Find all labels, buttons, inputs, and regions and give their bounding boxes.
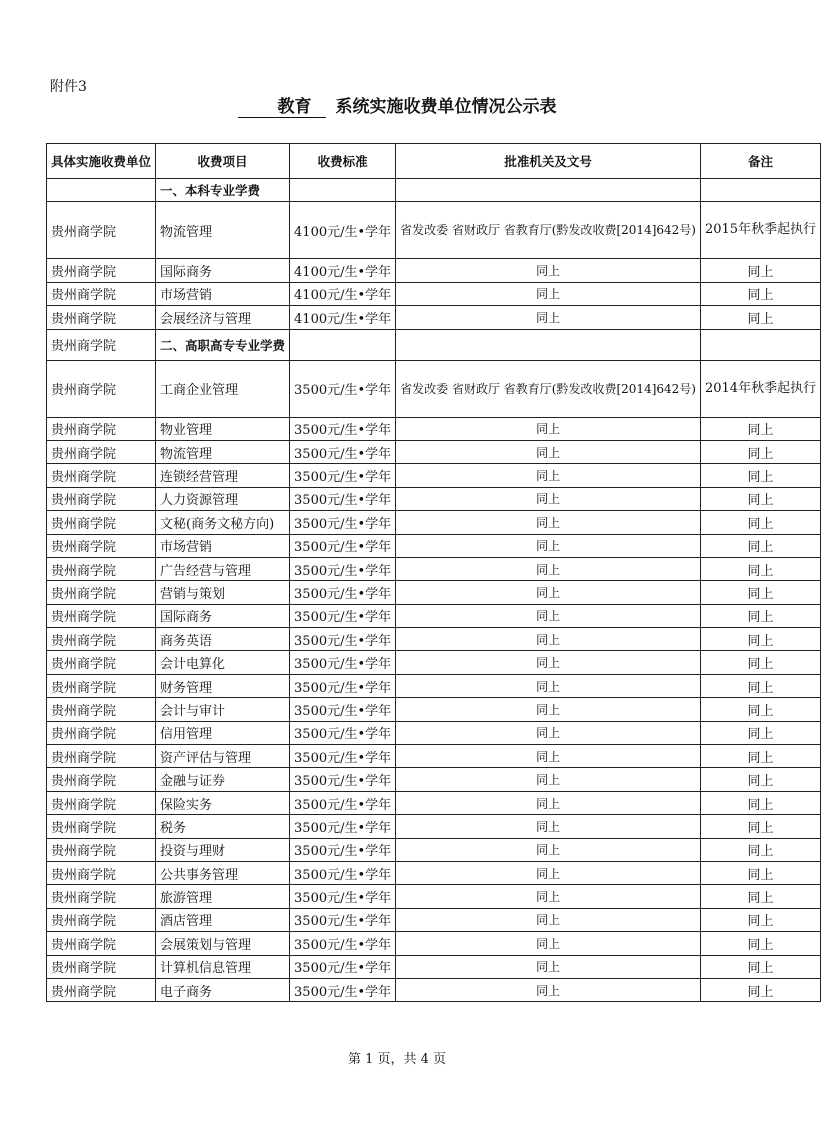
unit-cell: 贵州商学院 <box>47 259 156 282</box>
authority-cell: 同上 <box>396 534 701 557</box>
fee-cell: 4100元/生•学年 <box>290 202 396 259</box>
fee-cell: 3500元/生•学年 <box>290 604 396 627</box>
fee-cell: 3500元/生•学年 <box>290 885 396 908</box>
item-cell: 市场营销 <box>156 282 290 305</box>
remark-cell: 同上 <box>700 815 820 838</box>
remark-cell: 同上 <box>700 487 820 510</box>
authority-cell: 同上 <box>396 282 701 305</box>
unit-cell: 贵州商学院 <box>47 306 156 329</box>
section-authority <box>396 329 701 360</box>
table-row <box>47 791 821 814</box>
section-heading: 二、高职高专专业学费 <box>156 329 290 360</box>
fee-cell: 4100元/生•学年 <box>290 306 396 329</box>
remark-cell: 同上 <box>700 885 820 908</box>
unit-cell: 贵州商学院 <box>47 674 156 697</box>
authority-cell: 同上 <box>396 815 701 838</box>
item-cell: 会计电算化 <box>156 651 290 674</box>
table-row <box>47 628 821 651</box>
fee-cell: 3500元/生•学年 <box>290 955 396 978</box>
item-cell: 营销与策划 <box>156 581 290 604</box>
item-cell: 工商企业管理 <box>156 360 290 417</box>
section-remark <box>700 329 820 360</box>
table-row <box>47 360 821 417</box>
table-row <box>47 557 821 580</box>
authority-cell: 同上 <box>396 861 701 884</box>
fee-cell: 3500元/生•学年 <box>290 581 396 604</box>
fee-cell: 3500元/生•学年 <box>290 768 396 791</box>
item-cell: 文秘(商务文秘方向) <box>156 511 290 534</box>
fee-cell: 3500元/生•学年 <box>290 628 396 651</box>
item-cell: 物业管理 <box>156 417 290 440</box>
fee-cell: 3500元/生•学年 <box>290 908 396 931</box>
table-header-row <box>47 144 821 179</box>
item-cell: 会展策划与管理 <box>156 932 290 955</box>
item-cell: 保险实务 <box>156 791 290 814</box>
unit-cell: 贵州商学院 <box>47 698 156 721</box>
authority-cell: 同上 <box>396 978 701 1001</box>
remark-cell: 同上 <box>700 604 820 627</box>
section-remark <box>700 179 820 202</box>
unit-cell: 贵州商学院 <box>47 745 156 768</box>
unit-cell: 贵州商学院 <box>47 557 156 580</box>
unit-cell: 贵州商学院 <box>47 202 156 259</box>
authority-cell: 同上 <box>396 511 701 534</box>
authority-cell: 同上 <box>396 417 701 440</box>
table-row <box>47 487 821 510</box>
fee-cell: 3500元/生•学年 <box>290 721 396 744</box>
item-cell: 金融与证券 <box>156 768 290 791</box>
fee-cell: 3500元/生•学年 <box>290 557 396 580</box>
item-cell: 税务 <box>156 815 290 838</box>
item-cell: 酒店管理 <box>156 908 290 931</box>
page-footer: 第 1 页，共 4 页 <box>347 1052 447 1067</box>
remark-cell: 同上 <box>700 282 820 305</box>
item-cell: 财务管理 <box>156 674 290 697</box>
item-cell: 会计与审计 <box>156 698 290 721</box>
remark-cell: 同上 <box>700 768 820 791</box>
section-fee <box>290 179 396 202</box>
fee-cell: 3500元/生•学年 <box>290 534 396 557</box>
item-cell: 国际商务 <box>156 604 290 627</box>
fee-cell: 3500元/生•学年 <box>290 464 396 487</box>
authority-cell: 省发改委 省财政厅 省教育厅(黔发改收费[2014]642号) <box>396 360 701 417</box>
table-row <box>47 282 821 305</box>
item-cell: 计算机信息管理 <box>156 955 290 978</box>
authority-cell: 同上 <box>396 768 701 791</box>
authority-cell: 同上 <box>396 955 701 978</box>
item-cell: 国际商务 <box>156 259 290 282</box>
remark-cell: 同上 <box>700 908 820 931</box>
fee-cell: 4100元/生•学年 <box>290 259 396 282</box>
item-cell: 人力资源管理 <box>156 487 290 510</box>
table-row <box>47 908 821 931</box>
item-cell: 投资与理财 <box>156 838 290 861</box>
table-body <box>47 179 821 1002</box>
attachment-label: 附件3 <box>50 79 87 95</box>
unit-cell: 贵州商学院 <box>47 651 156 674</box>
remark-cell: 同上 <box>700 932 820 955</box>
fee-cell: 3500元/生•学年 <box>290 791 396 814</box>
table-row <box>47 861 821 884</box>
section-heading-row <box>47 329 821 360</box>
remark-cell: 同上 <box>700 721 820 744</box>
remark-cell: 同上 <box>700 534 820 557</box>
item-cell: 会展经济与管理 <box>156 306 290 329</box>
item-cell: 资产评估与管理 <box>156 745 290 768</box>
remark-cell: 同上 <box>700 628 820 651</box>
fee-cell: 3500元/生•学年 <box>290 861 396 884</box>
table-row <box>47 581 821 604</box>
section-heading-row <box>47 179 821 202</box>
fee-cell: 4100元/生•学年 <box>290 282 396 305</box>
header-remark: 备注 <box>700 144 820 179</box>
fee-cell: 3500元/生•学年 <box>290 440 396 463</box>
table-row <box>47 698 821 721</box>
remark-cell: 同上 <box>700 259 820 282</box>
remark-cell: 2015年秋季起执行 <box>700 202 820 259</box>
unit-cell: 贵州商学院 <box>47 511 156 534</box>
table-row <box>47 745 821 768</box>
unit-cell: 贵州商学院 <box>47 628 156 651</box>
authority-cell: 省发改委 省财政厅 省教育厅(黔发改收费[2014]642号) <box>396 202 701 259</box>
unit-cell: 贵州商学院 <box>47 417 156 440</box>
title-category: 教育 <box>238 92 326 118</box>
table-row <box>47 932 821 955</box>
table-row <box>47 604 821 627</box>
table-row <box>47 259 821 282</box>
section-heading: 一、本科专业学费 <box>156 179 290 202</box>
unit-cell: 贵州商学院 <box>47 721 156 744</box>
remark-cell: 同上 <box>700 674 820 697</box>
fee-cell: 3500元/生•学年 <box>290 360 396 417</box>
table-row <box>47 417 821 440</box>
remark-cell: 同上 <box>700 978 820 1001</box>
authority-cell: 同上 <box>396 487 701 510</box>
table-row <box>47 978 821 1001</box>
authority-cell: 同上 <box>396 908 701 931</box>
table-row <box>47 534 821 557</box>
header-fee: 收费标准 <box>290 144 396 179</box>
table-row <box>47 306 821 329</box>
unit-cell: 贵州商学院 <box>47 885 156 908</box>
remark-cell: 同上 <box>700 557 820 580</box>
unit-cell: 贵州商学院 <box>47 360 156 417</box>
authority-cell: 同上 <box>396 440 701 463</box>
unit-cell: 贵州商学院 <box>47 791 156 814</box>
unit-cell: 贵州商学院 <box>47 861 156 884</box>
remark-cell: 同上 <box>700 838 820 861</box>
fee-table <box>46 143 821 1002</box>
table-row <box>47 838 821 861</box>
fee-cell: 3500元/生•学年 <box>290 511 396 534</box>
item-cell: 电子商务 <box>156 978 290 1001</box>
table-row <box>47 768 821 791</box>
fee-cell: 3500元/生•学年 <box>290 651 396 674</box>
section-fee <box>290 329 396 360</box>
authority-cell: 同上 <box>396 464 701 487</box>
item-cell: 公共事务管理 <box>156 861 290 884</box>
table-row <box>47 815 821 838</box>
table-row <box>47 651 821 674</box>
fee-cell: 3500元/生•学年 <box>290 932 396 955</box>
page-title <box>0 92 794 118</box>
authority-cell: 同上 <box>396 791 701 814</box>
table-row <box>47 885 821 908</box>
authority-cell: 同上 <box>396 745 701 768</box>
table-row <box>47 440 821 463</box>
table-row <box>47 721 821 744</box>
remark-cell: 同上 <box>700 464 820 487</box>
item-cell: 信用管理 <box>156 721 290 744</box>
authority-cell: 同上 <box>396 674 701 697</box>
unit-cell: 贵州商学院 <box>47 581 156 604</box>
fee-cell: 3500元/生•学年 <box>290 745 396 768</box>
authority-cell: 同上 <box>396 651 701 674</box>
unit-cell: 贵州商学院 <box>47 534 156 557</box>
unit-cell: 贵州商学院 <box>47 464 156 487</box>
authority-cell: 同上 <box>396 932 701 955</box>
unit-cell: 贵州商学院 <box>47 978 156 1001</box>
remark-cell: 同上 <box>700 440 820 463</box>
item-cell: 旅游管理 <box>156 885 290 908</box>
item-cell: 连锁经营管理 <box>156 464 290 487</box>
fee-cell: 3500元/生•学年 <box>290 978 396 1001</box>
remark-cell: 同上 <box>700 417 820 440</box>
authority-cell: 同上 <box>396 259 701 282</box>
table-row <box>47 464 821 487</box>
authority-cell: 同上 <box>396 628 701 651</box>
table-row <box>47 955 821 978</box>
unit-cell: 贵州商学院 <box>47 604 156 627</box>
authority-cell: 同上 <box>396 885 701 908</box>
remark-cell: 同上 <box>700 581 820 604</box>
table-row <box>47 202 821 259</box>
fee-cell: 3500元/生•学年 <box>290 674 396 697</box>
remark-cell: 同上 <box>700 861 820 884</box>
header-item: 收费项目 <box>156 144 290 179</box>
remark-cell: 2014年秋季起执行 <box>700 360 820 417</box>
authority-cell: 同上 <box>396 721 701 744</box>
unit-cell: 贵州商学院 <box>47 838 156 861</box>
remark-cell: 同上 <box>700 306 820 329</box>
authority-cell: 同上 <box>396 838 701 861</box>
remark-cell: 同上 <box>700 651 820 674</box>
fee-cell: 3500元/生•学年 <box>290 698 396 721</box>
fee-cell: 3500元/生•学年 <box>290 417 396 440</box>
fee-cell: 3500元/生•学年 <box>290 815 396 838</box>
authority-cell: 同上 <box>396 604 701 627</box>
unit-cell: 贵州商学院 <box>47 487 156 510</box>
section-unit: 贵州商学院 <box>47 329 156 360</box>
table-row <box>47 511 821 534</box>
remark-cell: 同上 <box>700 791 820 814</box>
authority-cell: 同上 <box>396 698 701 721</box>
item-cell: 广告经营与管理 <box>156 557 290 580</box>
unit-cell: 贵州商学院 <box>47 908 156 931</box>
section-authority <box>396 179 701 202</box>
fee-cell: 3500元/生•学年 <box>290 838 396 861</box>
fee-cell: 3500元/生•学年 <box>290 487 396 510</box>
item-cell: 商务英语 <box>156 628 290 651</box>
unit-cell: 贵州商学院 <box>47 282 156 305</box>
authority-cell: 同上 <box>396 306 701 329</box>
unit-cell: 贵州商学院 <box>47 815 156 838</box>
title-text: 系统实施收费单位情况公示表 <box>335 97 557 117</box>
item-cell: 物流管理 <box>156 440 290 463</box>
remark-cell: 同上 <box>700 511 820 534</box>
remark-cell: 同上 <box>700 745 820 768</box>
remark-cell: 同上 <box>700 698 820 721</box>
authority-cell: 同上 <box>396 557 701 580</box>
table-row <box>47 674 821 697</box>
item-cell: 市场营销 <box>156 534 290 557</box>
unit-cell: 贵州商学院 <box>47 955 156 978</box>
remark-cell: 同上 <box>700 955 820 978</box>
unit-cell: 贵州商学院 <box>47 440 156 463</box>
unit-cell: 贵州商学院 <box>47 932 156 955</box>
section-unit <box>47 179 156 202</box>
header-authority: 批准机关及文号 <box>396 144 701 179</box>
unit-cell: 贵州商学院 <box>47 768 156 791</box>
item-cell: 物流管理 <box>156 202 290 259</box>
authority-cell: 同上 <box>396 581 701 604</box>
header-unit: 具体实施收费单位 <box>47 144 156 179</box>
